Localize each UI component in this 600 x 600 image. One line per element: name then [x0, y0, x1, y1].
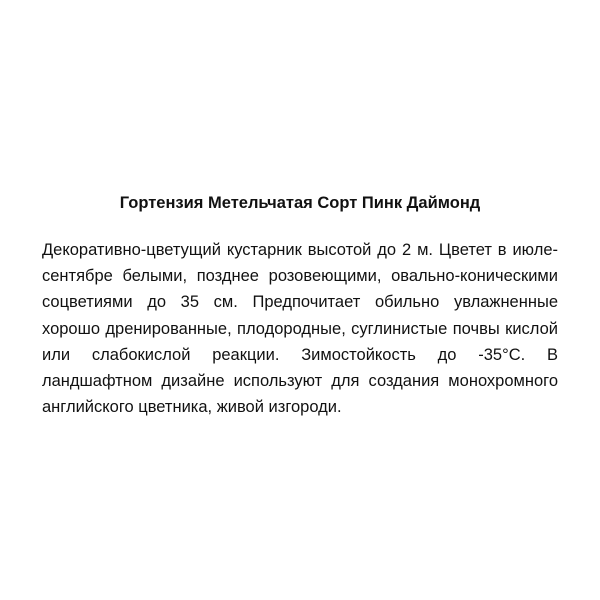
document-title: Гортензия Метельчатая Сорт Пинк Даймонд [119, 194, 481, 212]
document-description: Декоративно-цветущий кустарник высотой до 2 м. Цветет в июле-сентябре белыми, позднее розовеющими, овально-коническими соцветиями до 35 см. Предпочитает обильно увлажненные хорошо дренированные, плодородные, суглинистые почвы кислой или слабокислой реакции. Зимостойкость до -35°С. В ландшафтном дизайне используют для создания монохромного английского цветника, живой изгороди. [42, 241, 558, 417]
